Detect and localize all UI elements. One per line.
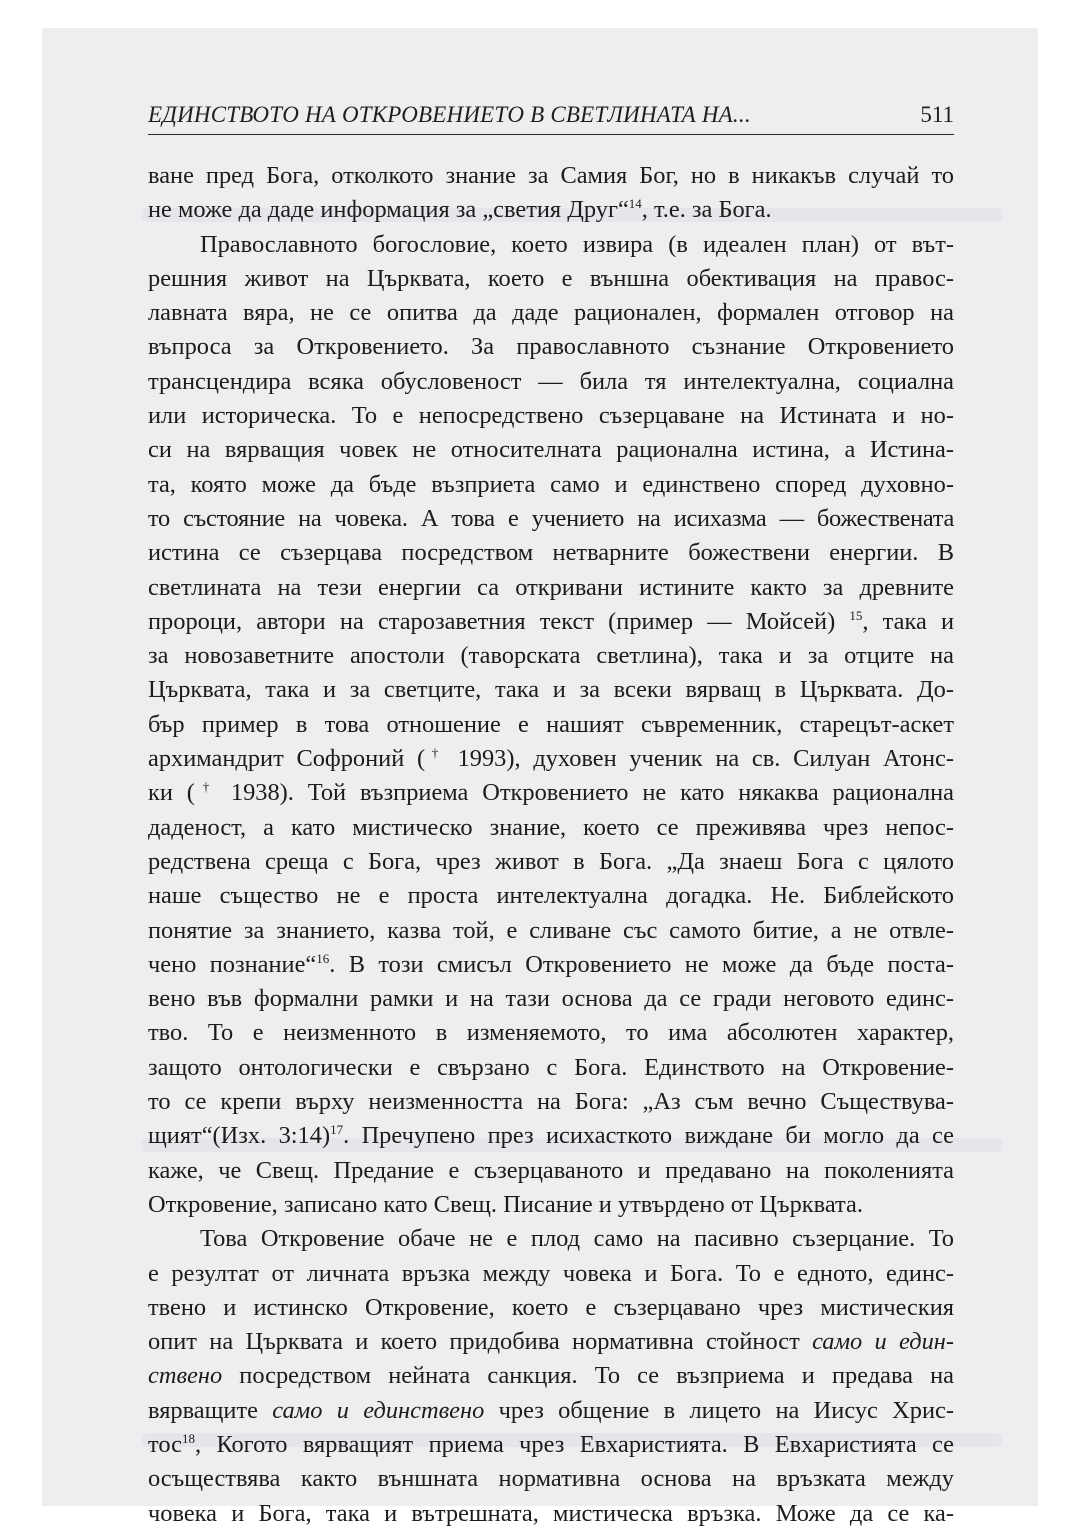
text-run: за новозаветните апостоли (таворската светлина), така и за отците на [148, 642, 954, 670]
text-run: тос [148, 1430, 182, 1458]
footnote-reference: 16 [316, 950, 330, 966]
text-run: решния живот на Църквата, което е външна обективация на правос- [148, 264, 954, 292]
text-line [148, 1257, 954, 1291]
footnote-reference: † [194, 779, 218, 795]
text-line [148, 365, 954, 399]
text-run: опит на Църквата и което придобива нормативна стойност [148, 1328, 813, 1356]
footnote-reference: 14 [628, 196, 642, 212]
text-line [148, 262, 954, 296]
body-text [148, 159, 954, 1531]
text-line [148, 1051, 954, 1085]
text-line [148, 1188, 954, 1222]
text-line [148, 639, 954, 673]
text-run: Православното богословие, което извира (в идеален план) от вът- [200, 230, 954, 258]
text-run: , т.е. за Бога. [641, 196, 772, 224]
text-line [148, 742, 954, 776]
text-line [148, 1291, 954, 1325]
text-run: Църквата, така и за светците, така и за всеки вярващ в Църквата. До- [148, 676, 954, 704]
text-line [148, 708, 954, 742]
text-line [148, 571, 954, 605]
page-number: 511 [920, 102, 954, 127]
text-run: то състояние на човека. А това е учението на исихазма — божествената [148, 504, 954, 532]
text-run: защото онтологически е свързано с Бога. Единството на Откровение- [148, 1053, 954, 1081]
text-run: Откровение, записано като Свещ. Писание и утвърдено от Църквата. [148, 1190, 863, 1218]
text-line [148, 948, 954, 982]
text-run: чено познание“ [148, 950, 317, 978]
running-header [148, 98, 954, 135]
text-run: наше същество не е проста интелектуална догадка. Не. Библейското [148, 882, 954, 910]
text-run: . В този смисъл Откровението не може да бъде поста- [329, 950, 954, 978]
text-run: . Пречупено през исихасткото виждане би могло да се [343, 1122, 954, 1150]
text-line [148, 330, 954, 364]
text-line [148, 193, 954, 227]
text-run: архимандрит Софроний ( [148, 745, 426, 773]
text-run: лавната вяра, не се опитва да даде рационален, формален отговор на [148, 299, 954, 327]
text-run: 1938). Той възприема Откровението не като някаква рационална [217, 779, 955, 807]
text-line [148, 1325, 954, 1359]
text-line [148, 1154, 954, 1188]
text-line [148, 1497, 954, 1531]
italic-run: ствено [148, 1362, 223, 1390]
text-line [148, 228, 954, 262]
text-run: чрез общение в лицето на Иисус Хрис- [484, 1396, 954, 1424]
text-run: или историческа. То е непосредствено съзерцаване на Истината и но- [148, 402, 954, 430]
text-run: вярващите [148, 1396, 273, 1424]
text-line [148, 1085, 954, 1119]
text-run: ване пред Бога, отколкото знание за Самия Бог, но в никакъв случай то [148, 162, 954, 189]
text-line [148, 1016, 954, 1050]
text-line [148, 296, 954, 330]
running-title: ЕДИНСТВОТО НА ОТКРОВЕНИЕТО В СВЕТЛИНАТА НА... [148, 102, 751, 127]
italic-run: само и единствено [272, 1396, 485, 1424]
text-line [148, 468, 954, 502]
text-line [148, 1394, 954, 1428]
text-run: светлината на тези енергии са откривани истините както за древните [148, 573, 954, 601]
text-run: осъществява както външната нормативна основа на връзката между [148, 1465, 954, 1493]
text-line [148, 1359, 954, 1393]
text-line [148, 159, 954, 193]
text-line [148, 914, 954, 948]
text-run: щият“(Изх. 3:14) [148, 1122, 331, 1150]
footnote-reference: 18 [181, 1430, 195, 1446]
text-run: трансцендира всяка обусловеност — била тя интелектуална, социална [148, 367, 954, 395]
text-run: ки ( [148, 779, 195, 807]
footnote-reference: 17 [330, 1122, 344, 1138]
text-run: си на вярващия човек не относителната рационална истина, а Истина- [148, 436, 954, 464]
text-run: Това Откровение обаче не е плод само на пасивно съзерцание. То [200, 1225, 954, 1253]
text-line [148, 982, 954, 1016]
text-run: пророци, автори на старозаветния текст (пример — Мойсей) [148, 607, 850, 635]
text-run: човека и Бога, така и вътрешната, мистическа връзка. Може да се ка- [148, 1499, 954, 1527]
text-run: 1993), духовен ученик на св. Силуан Атонс- [444, 745, 954, 773]
text-run: та, която може да бъде възприета само и единствено според духовно- [148, 470, 954, 498]
text-line [148, 1462, 954, 1496]
text-line [148, 811, 954, 845]
text-run: бър пример в това отношение е нашият съвременник, старецът-аскет [148, 710, 954, 738]
text-run: каже, че Свещ. Предание е съзерцаваното и предавано на поколенията [148, 1156, 954, 1184]
footnote-reference: † [425, 744, 445, 760]
text-line [148, 605, 954, 639]
text-run: въпроса за Откровението. За православното съзнание Откровението [148, 333, 954, 361]
text-run: редствена среща с Бога, чрез живот в Бога. „Да знаеш Бога с цялото [148, 847, 954, 875]
text-run: , Когото вярващият приема чрез Евхаристията. В Евхаристията се [194, 1430, 954, 1458]
text-line [148, 1119, 954, 1153]
footnote-reference: 15 [849, 607, 863, 623]
italic-run: само и един- [812, 1328, 954, 1356]
text-run: понятие за знанието, казва той, е сливане със самото битие, а не отвле- [148, 916, 954, 944]
text-run: посредством нейната санкция. То се възприема и предава на [222, 1362, 954, 1390]
text-run: то се крепи върху неизменността на Бога: „Аз съм вечно Съществува- [148, 1088, 954, 1116]
text-run: истина се съзерцава посредством нетварните божествени енергии. В [148, 539, 954, 567]
text-line [148, 433, 954, 467]
text-line [148, 1428, 954, 1462]
text-line [148, 879, 954, 913]
text-line [148, 399, 954, 433]
text-line [148, 502, 954, 536]
text-line [148, 845, 954, 879]
text-run: тво. То е неизменното в изменяемото, то има абсолютен характер, [148, 1019, 954, 1047]
text-line [148, 776, 954, 810]
text-run: е резултат от личната връзка между човека и Бога. То е едното, единс- [148, 1259, 954, 1287]
text-run: даденост, а като мистическо знание, което се преживява чрез непос- [148, 813, 954, 841]
text-run: твено и истинско Откровение, което е съзерцавано чрез мистическия [148, 1293, 954, 1321]
text-run: , така и [862, 607, 954, 635]
text-run: вено във формални рамки и на тази основа да се гради неговото единс- [148, 985, 954, 1013]
text-run: не може да даде информация за „светия Друг“ [148, 196, 629, 224]
text-line [148, 673, 954, 707]
text-line [148, 536, 954, 570]
text-line [148, 1222, 954, 1256]
